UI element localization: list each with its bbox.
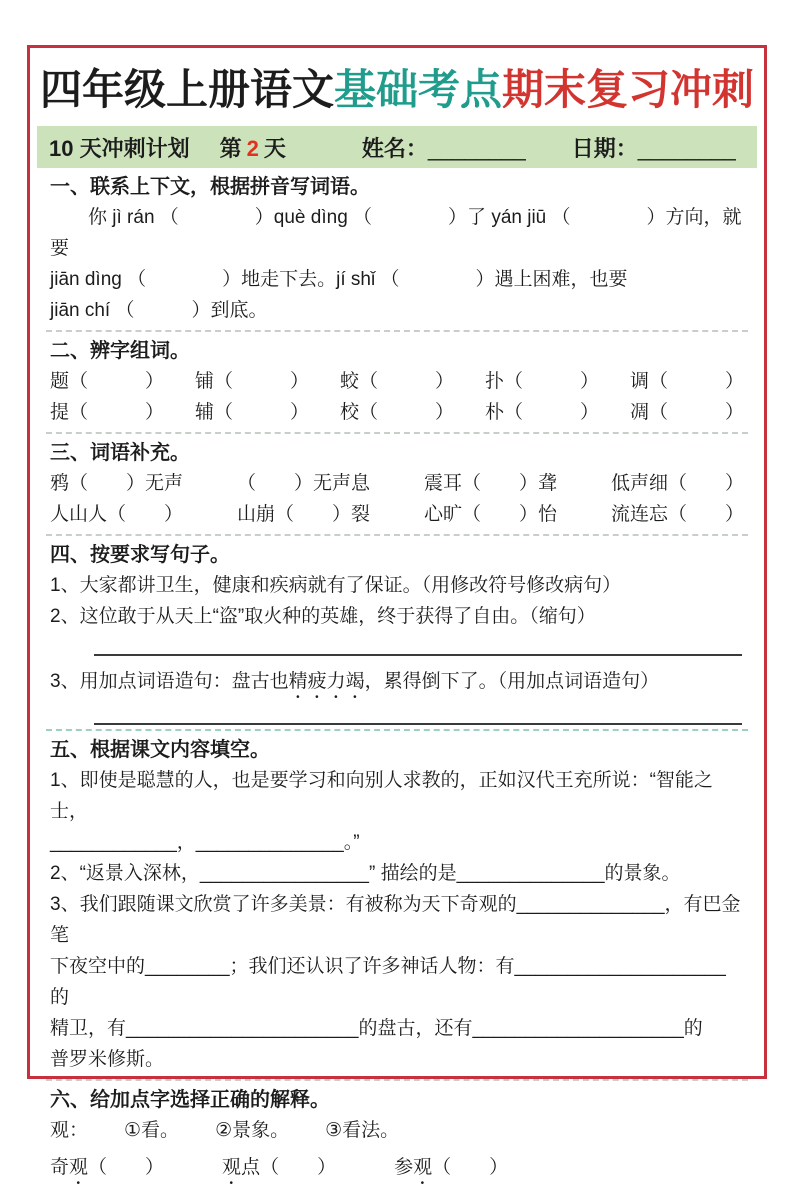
word-blank-item: 朴（ ）: [484, 402, 599, 423]
question-3-text: 3、用加点词语造句：盘古也: [50, 671, 289, 692]
word-dotted-char: 观: [69, 1157, 89, 1178]
word-post: （ ）: [88, 1157, 165, 1178]
answer-line: [94, 654, 742, 656]
section-5-q3-line-3: 精卫，有______________________的盘古，还有____________________的: [50, 1018, 703, 1039]
section-1-line-2: jiān dìng （ ）地走下去。jí shǐ （ ）遇上困难，也要: [50, 269, 628, 290]
section-4-question-2: 2、这位敢于从天上“盗”取火种的英雄，终于获得了自由。（缩句）: [50, 606, 596, 627]
date-label: 日期：: [571, 135, 638, 161]
section-5-q1-line-1: 1、即使是聪慧的人，也是要学习和向别人求教的，正如汉代王充所说：“智能之士，: [50, 770, 713, 822]
word-blank-item: 调（ ）: [629, 371, 744, 392]
section-5-q3-line-4: 普罗米修斯。: [50, 1049, 165, 1070]
name-blank: ________: [427, 135, 526, 161]
word-dotted-char: 观: [413, 1157, 433, 1178]
section-1-line-1: 你 jì rán （ ）què dìng （ ）了 yán jiū （ ）方向，就要: [50, 207, 742, 259]
title-exam-highlight: 期末复习冲刺: [502, 66, 755, 113]
section-5-q2: 2、“返景入深林，________________” 描绘的是______________的景象。: [50, 863, 681, 884]
definition-option: ③看法。: [325, 1120, 400, 1141]
section-divider: [46, 432, 748, 434]
section-4-question-3: [50, 666, 744, 703]
section-2-row-1: [50, 366, 744, 397]
section-divider: [46, 330, 748, 332]
word-blank-item: 提（ ）: [50, 402, 165, 423]
section-4-heading: 四、按要求写句子。: [50, 544, 230, 566]
plan-label: 10 天冲刺计划: [49, 135, 190, 161]
idiom-blank-item: 山崩（ ）裂: [236, 504, 370, 525]
name-field: [362, 132, 526, 163]
section-6-words: [50, 1152, 744, 1195]
word-post: 点（ ）: [241, 1157, 337, 1178]
section-5-q3-line-1: 3、我们跟随课文欣赏了许多美景：有被称为天下奇观的______________，有巴金笔: [50, 894, 741, 946]
section-3-heading: 三、词语补充。: [50, 442, 190, 464]
word-blank-item: 凋（ ）: [629, 402, 744, 423]
idiom-blank-item: 人山人（ ）: [50, 504, 184, 525]
page-title: [37, 64, 757, 116]
idiom-blank-item: 低声细（ ）: [610, 473, 744, 494]
section-5-q1-line-2: ____________，______________。”: [50, 832, 360, 853]
date-field: [572, 132, 736, 163]
section-3-row-1: [50, 468, 744, 499]
word-pre: 奇: [50, 1157, 70, 1178]
section-2-row-2: [50, 397, 744, 428]
section-divider: [46, 534, 748, 536]
word-blank-item: 题（ ）: [50, 371, 165, 392]
title-basics-highlight: 基础考点: [333, 66, 502, 113]
section-3-idiom-completion: [50, 440, 744, 530]
word-dotted-char: 观: [222, 1157, 242, 1178]
dotted-word-item: [394, 1152, 508, 1189]
day-prefix: 第: [219, 135, 242, 161]
question-3-emphasized-word: 精疲力竭: [288, 671, 365, 692]
name-label: 姓名：: [361, 135, 428, 161]
worksheet-body: [37, 174, 757, 1195]
answer-line: [94, 723, 742, 725]
section-2-word-formation: [50, 338, 744, 428]
idiom-blank-item: 心旷（ ）怡: [423, 504, 557, 525]
section-1-pinyin-words: [50, 174, 744, 326]
section-6-heading: 六、给加点字选择正确的解释。: [50, 1089, 330, 1111]
worksheet-frame: [27, 45, 767, 1178]
idiom-blank-item: 鸦（ ）无声: [50, 473, 184, 494]
section-divider: [46, 1079, 748, 1081]
word-blank-item: 蛟（ ）: [339, 371, 454, 392]
word-pre: 参: [394, 1157, 414, 1178]
idiom-blank-item: 震耳（ ）聋: [423, 473, 557, 494]
definition-option: ①看。: [124, 1120, 180, 1141]
dotted-word-item: [222, 1152, 336, 1189]
dotted-word-item: [50, 1152, 164, 1189]
definition-option: ②景象。: [215, 1120, 290, 1141]
section-3-row-2: [50, 499, 744, 530]
section-5-heading: 五、根据课文内容填空。: [50, 739, 270, 761]
idiom-blank-item: 流连忘（ ）: [610, 504, 744, 525]
section-6-definitions: [50, 1115, 744, 1146]
day-suffix: 天: [263, 135, 286, 161]
section-1-line-3: jiān chí （ ）到底。: [50, 300, 268, 321]
section-5-fill-in-from-text: [50, 737, 744, 1075]
section-4-question-1: 1、大家都讲卫生，健康和疾病就有了保证。（用修改符号修改病句）: [50, 575, 622, 596]
word-blank-item: 辅（ ）: [194, 402, 309, 423]
section-5-q3-line-2: 下夜空中的________；我们还认识了许多神话人物：有____________________的: [50, 956, 726, 1008]
day-label: [220, 132, 286, 163]
header-bar: [37, 126, 757, 168]
section-6-meaning-choice: [50, 1087, 744, 1195]
idiom-blank-item: （ ）无声息: [236, 473, 370, 494]
word-blank-item: 铺（ ）: [194, 371, 309, 392]
section-1-heading: 一、联系上下文，根据拼音写词语。: [50, 176, 370, 198]
day-number: 2: [246, 135, 259, 161]
word-post: （ ）: [432, 1157, 509, 1178]
word-blank-item: 校（ ）: [339, 402, 454, 423]
title-grade-subject: 四年级上册语文: [39, 66, 334, 113]
section-4-sentence-writing: [50, 542, 744, 725]
date-blank: ________: [637, 135, 736, 161]
definition-target-char: 观：: [50, 1120, 89, 1141]
section-2-heading: 二、辨字组词。: [50, 340, 190, 362]
word-blank-item: 扑（ ）: [484, 371, 599, 392]
question-3-text-tail: ，累得倒下了。（用加点词语造句）: [364, 671, 660, 692]
section-divider: [46, 729, 748, 731]
